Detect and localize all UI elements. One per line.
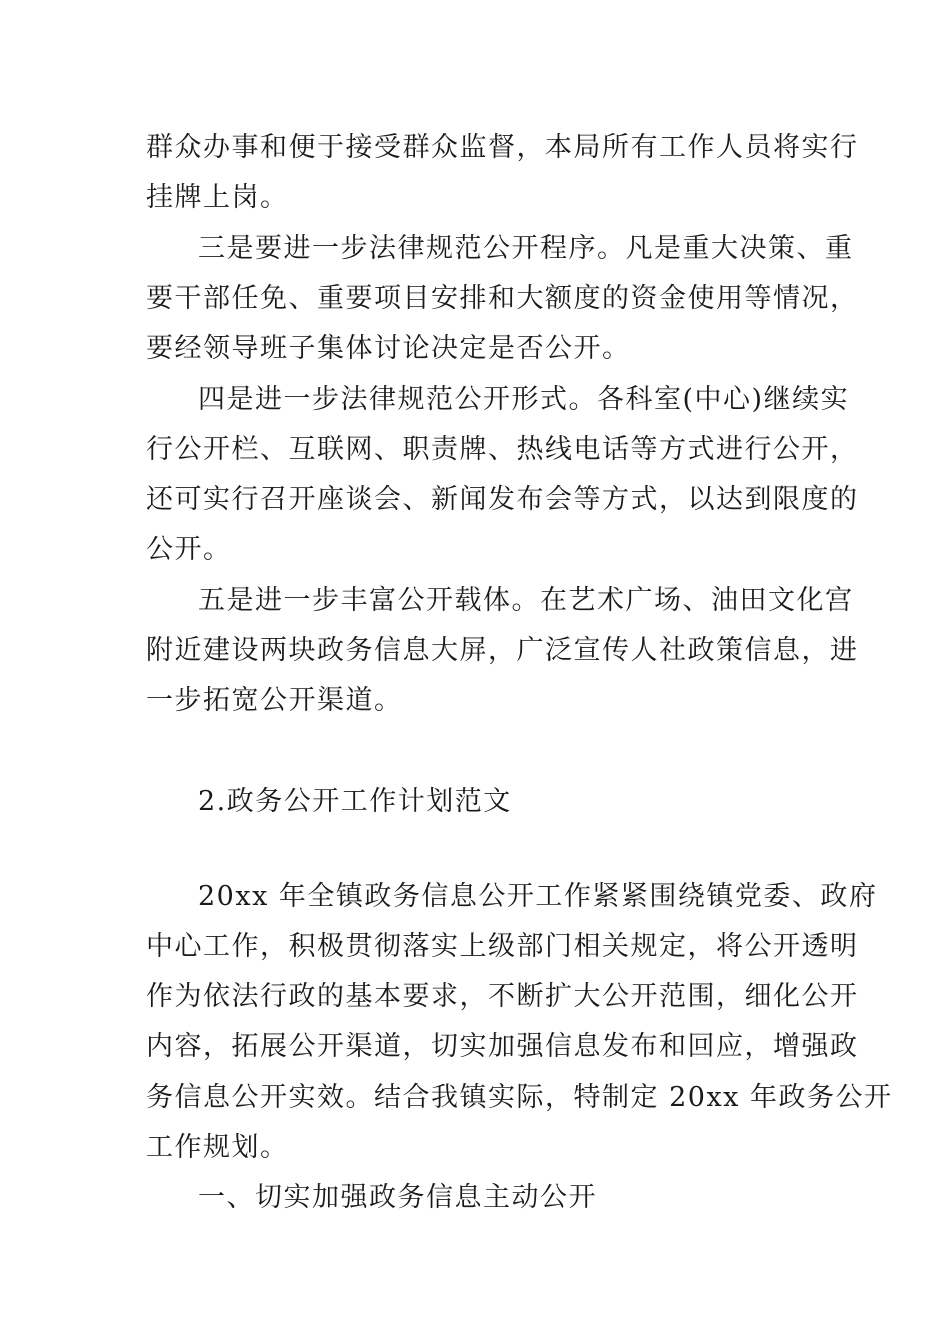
- paragraph-line: 要干部任免、重要项目安排和大额度的资金使用等情况，: [146, 283, 859, 314]
- paragraph-line: 附近建设两块政务信息大屏，广泛宣传人社政策信息，进: [146, 635, 859, 666]
- paragraph-line: 公开。: [146, 534, 232, 565]
- paragraph-line: 务信息公开实效。结合我镇实际，特制定 20xx 年政务公开: [146, 1082, 893, 1113]
- paragraph-line: 群众办事和便于接受群众监督，本局所有工作人员将实行: [146, 132, 859, 163]
- paragraph-line: 三是要进一步法律规范公开程序。凡是重大决策、重: [198, 233, 854, 264]
- subsection-heading: 一、切实加强政务信息主动公开: [198, 1182, 597, 1213]
- paragraph-line: 四是进一步法律规范公开形式。各科室(中心)继续实: [198, 384, 850, 415]
- paragraph-line: 20xx 年全镇政务信息公开工作紧紧围绕镇党委、政府: [198, 881, 878, 912]
- paragraph-line: 要经领导班子集体讨论决定是否公开。: [146, 333, 631, 364]
- paragraph-line: 挂牌上岗。: [146, 182, 289, 213]
- paragraph-line: 工作规划。: [146, 1132, 289, 1163]
- paragraph-line: 还可实行召开座谈会、新闻发布会等方式，以达到限度的: [146, 484, 859, 515]
- paragraph-line: 内容，拓展公开渠道，切实加强信息发布和回应，增强政: [146, 1031, 859, 1062]
- paragraph-line: 作为依法行政的基本要求，不断扩大公开范围，细化公开: [146, 981, 859, 1012]
- paragraph-line: 中心工作，积极贯彻落实上级部门相关规定，将公开透明: [146, 931, 859, 962]
- paragraph-line: 五是进一步丰富公开载体。在艺术广场、油田文化宫: [198, 585, 854, 616]
- section-heading: 2.政务公开工作计划范文: [198, 786, 512, 817]
- paragraph-line: 一步拓宽公开渠道。: [146, 685, 403, 716]
- paragraph-line: 行公开栏、互联网、职责牌、热线电话等方式进行公开，: [146, 434, 859, 465]
